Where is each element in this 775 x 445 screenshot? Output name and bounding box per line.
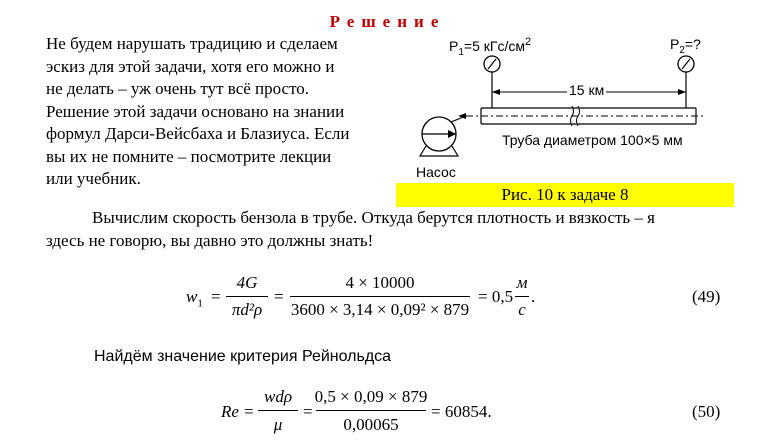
section-heading: Решение	[329, 12, 446, 31]
intro-paragraph	[46, 33, 394, 191]
figure-caption: Рис. 10 к задаче 8	[396, 183, 734, 207]
eq49-frac2-num: 4 × 10000	[345, 273, 415, 292]
intro-line: вы их не помните – посмотрите лекции	[46, 146, 332, 166]
eq49-frac2-den: 3600 × 3,14 × 0,09² × 879	[290, 300, 470, 319]
eq49-unit-den: с	[518, 300, 526, 319]
distance-label: 15 км	[569, 82, 605, 98]
eq50-frac2-den: 0,00065	[343, 415, 399, 434]
p2-label: $P_2=$?	[670, 36, 701, 56]
velocity-text-line-1: Вычислим скорость бензола в трубе. Откуда берутся плотность и вязкость – я	[92, 208, 655, 227]
velocity-text-line-2: здесь не говорю, вы давно это должны знать!	[46, 231, 374, 250]
eq49-unit-num: м	[516, 273, 528, 292]
pipeline-figure	[396, 30, 741, 182]
p1-label: $P_1=5$ кГс/$см^2$	[449, 36, 532, 58]
intro-line: Не будем нарушать традицию и сделаем	[46, 34, 338, 53]
eq50-result: = 60854.	[431, 402, 492, 421]
eq49-number: (49)	[692, 287, 721, 306]
intro-line: эскиз для этой задачи, хотя его можно и	[46, 56, 335, 76]
intro-line: не делать – уж очень тут всё просто.	[46, 79, 310, 98]
equation-50: Re = wdρ μ = 0,5 × 0,09 × 879 0,00065 = 60854. (50)	[221, 387, 721, 434]
eq50-frac2-num: 0,5 × 0,09 × 879	[314, 387, 428, 406]
intro-line: или учебник.	[46, 169, 141, 188]
eq49-result: = 0,5	[478, 287, 514, 306]
reynolds-text: Найдём значение критерия Рейнольдса	[94, 348, 392, 365]
eq50-frac1-den: μ	[273, 415, 283, 434]
eq49-frac1-den: πd²ρ	[231, 300, 263, 319]
pump-label: Насос	[416, 164, 456, 180]
eq49-frac1-num: 4G	[236, 273, 258, 292]
intro-line: Решение этой задачи основано на знании	[46, 101, 345, 121]
equation-49: $w_1$ = 4G πd²ρ = 4 × 10000 3600 × 3,14 × 0,09² × 879 = 0,5 м с . (49)	[186, 273, 721, 319]
eq50-lhs: Re	[221, 402, 239, 421]
eq50-frac1-num: wdρ	[264, 387, 292, 406]
intro-line: формул Дарси-Вейсбаха и Блазиуса. Если	[46, 124, 350, 143]
eq50-number: (50)	[692, 402, 721, 421]
pipe-label: Труба диаметром 100×5 мм	[502, 132, 683, 148]
eq49-lhs: $w_1$	[186, 287, 203, 310]
